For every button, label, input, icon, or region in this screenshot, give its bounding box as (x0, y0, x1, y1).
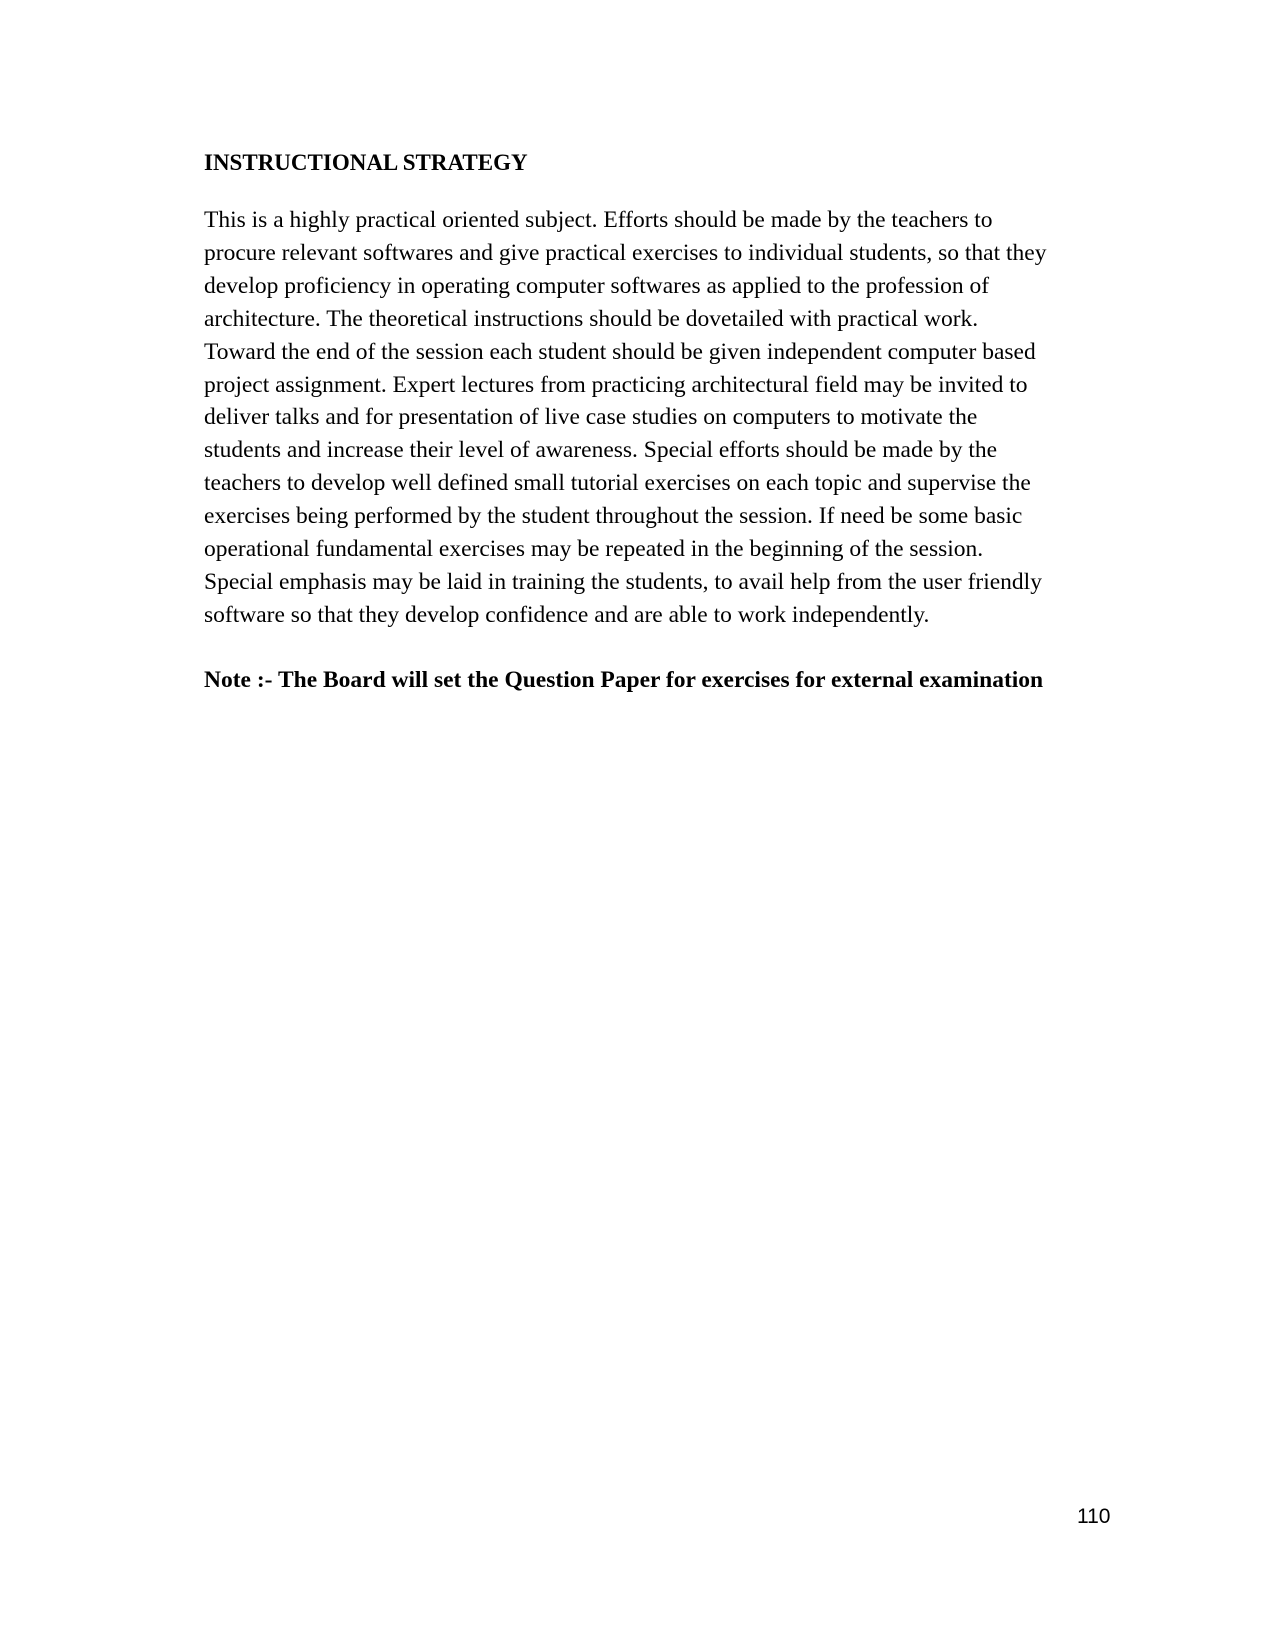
paragraph-line: Special emphasis may be laid in training the students, to avail help from the user friendly (204, 568, 1042, 595)
paragraph-line: Toward the end of the session each student should be given independent computer based (204, 338, 1036, 365)
paragraph-line: architecture. The theoretical instructions should be dovetailed with practical work. (204, 305, 979, 332)
paragraph-line: exercises being performed by the student throughout the session. If need be some basic (204, 503, 1023, 530)
page-number: 110 (1077, 1505, 1111, 1528)
paragraph-line: develop proficiency in operating computer softwares as applied to the profession of (204, 272, 990, 299)
paragraph-line: project assignment. Expert lectures from practicing architectural field may be invited to (204, 371, 1028, 398)
paragraph-line: students and increase their level of awareness. Special efforts should be made by the (204, 437, 998, 464)
body-paragraph (204, 204, 1124, 632)
section-heading: INSTRUCTIONAL STRATEGY (204, 150, 528, 175)
paragraph-line: This is a highly practical oriented subject. Efforts should be made by the teachers to (204, 207, 993, 233)
paragraph-line: deliver talks and for presentation of live case studies on computers to motivate the (204, 404, 978, 431)
paragraph-line: teachers to develop well defined small tutorial exercises on each topic and supervise the (204, 470, 1031, 497)
exam-note: Note :- The Board will set the Question Paper for exercises for external examination (204, 667, 1044, 693)
paragraph-line: software so that they develop confidence and are able to work independently. (204, 601, 930, 628)
paragraph-line: procure relevant softwares and give practical exercises to individual students, so that they (204, 239, 1047, 266)
paragraph-line: operational fundamental exercises may be repeated in the beginning of the session. (204, 536, 984, 563)
